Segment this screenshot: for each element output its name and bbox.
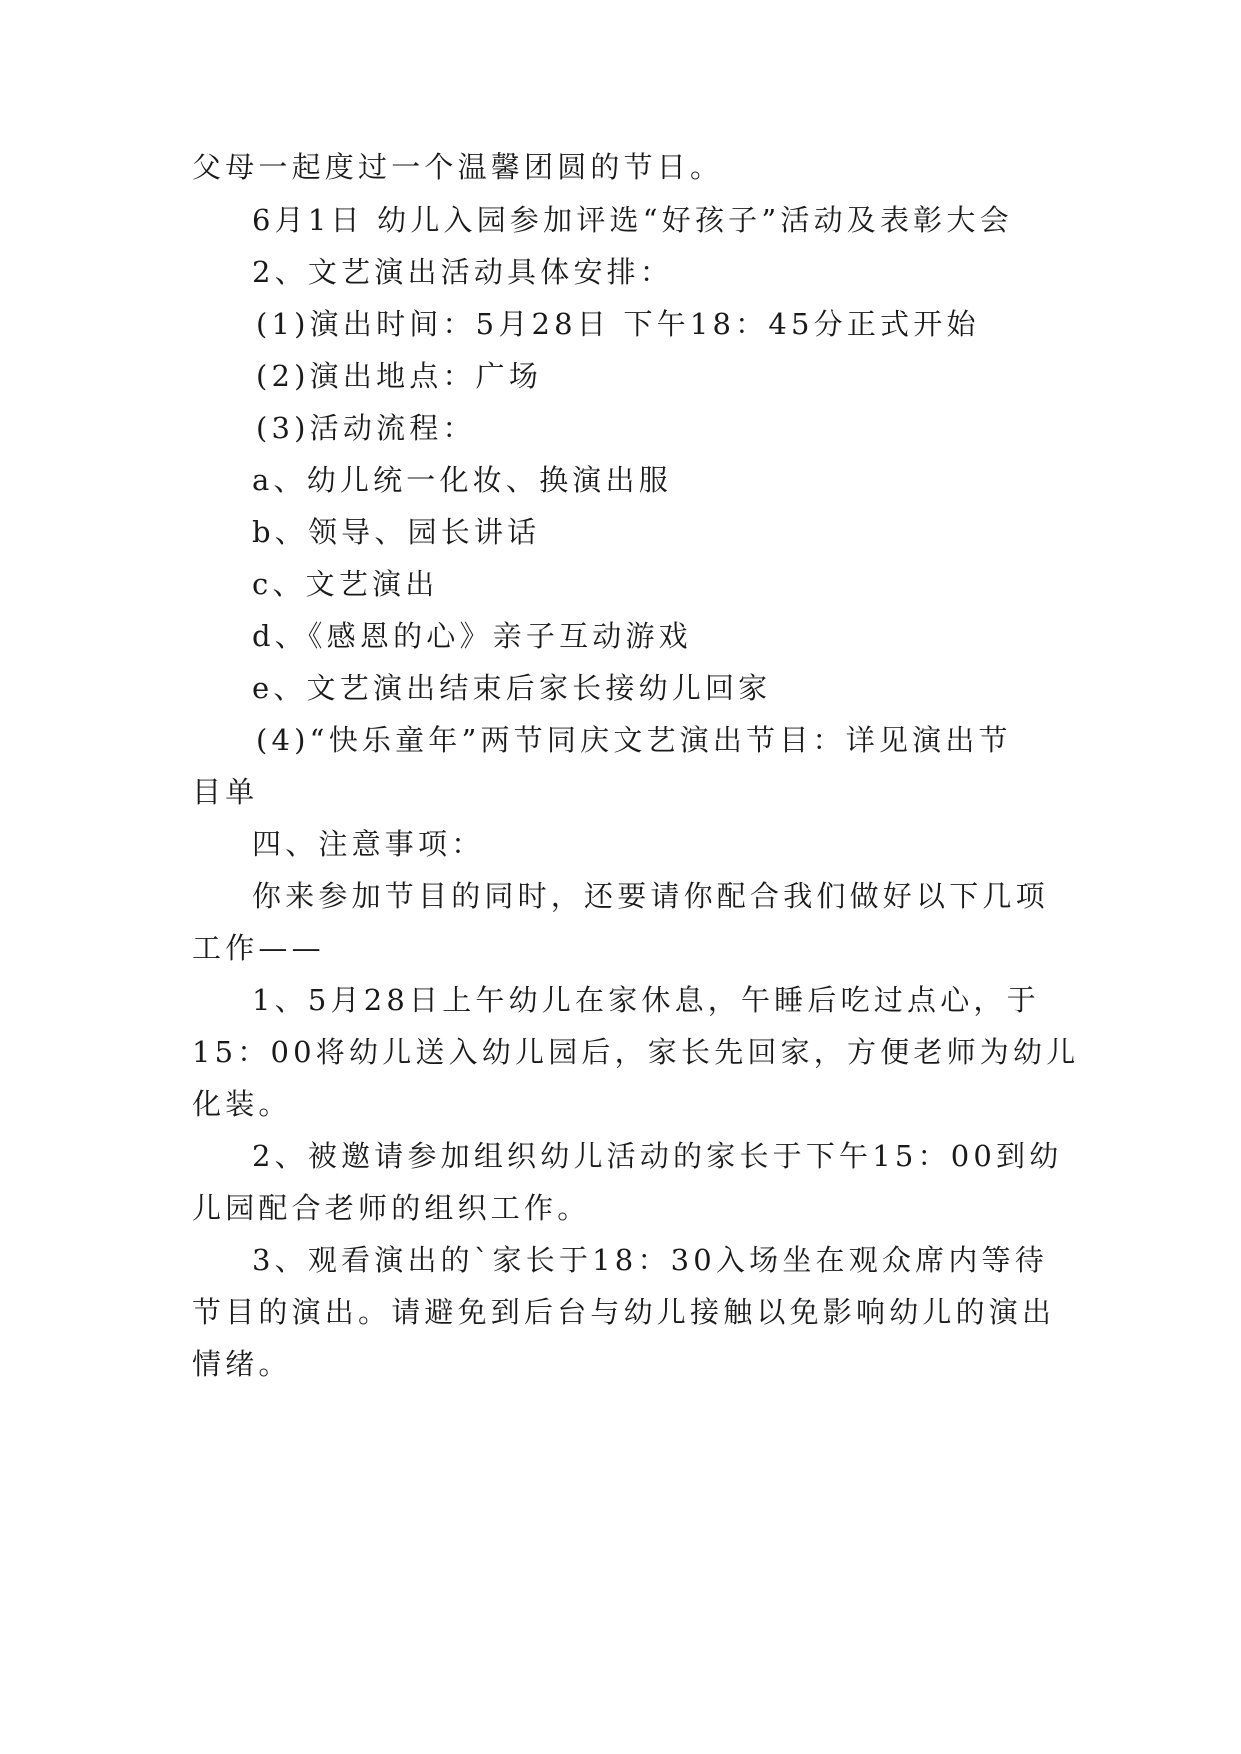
text-line: (2)演出地点：广场 xyxy=(256,359,543,393)
text-line: 儿园配合老师的组织工作。 xyxy=(192,1191,591,1225)
text-line: 2、被邀请参加组织幼儿活动的家长于下午15：00到幼 xyxy=(252,1139,1063,1173)
text-line: b、领导、园长讲话 xyxy=(252,515,541,549)
text-line: (3)活动流程： xyxy=(256,411,476,445)
text-line: e、文艺演出结束后家长接幼儿回家 xyxy=(252,671,772,705)
text-line: 2、文艺演出活动具体安排： xyxy=(252,255,674,289)
text-line: a、幼儿统一化妆、换演出服 xyxy=(252,463,672,497)
text-line: (1)演出时间：5月28日 下午18：45分正式开始 xyxy=(256,307,980,341)
text-line: 你来参加节目的同时，还要请你配合我们做好以下几项 xyxy=(252,879,1049,913)
text-line: 15：00将幼儿送入幼儿园后，家长先回家，方便老师为幼儿 xyxy=(192,1035,1080,1069)
text-line: 情绪。 xyxy=(192,1347,292,1381)
text-line: d、《感恩的心》亲子互动游戏 xyxy=(252,619,692,653)
text-line: 父母一起度过一个温馨团圆的节日。 xyxy=(192,150,724,184)
text-line: 6月1日 幼儿入园参加评选“好孩子”活动及表彰大会 xyxy=(252,203,1013,237)
text-line: 化装。 xyxy=(192,1087,292,1121)
text-line: 3、观看演出的`家长于18：30入场坐在观众席内等待 xyxy=(252,1243,1048,1277)
text-line: 1、5月28日上午幼儿在家休息，午睡后吃过点心，于 xyxy=(252,983,1040,1017)
text-line: (4)“快乐童年”两节同庆文艺演出节目：详见演出节 xyxy=(256,723,1012,757)
text-line: 目单 xyxy=(192,775,259,809)
text-line: 工作—— xyxy=(192,931,325,965)
section-heading: 四、注意事项： xyxy=(252,827,485,861)
text-line: 节目的演出。请避免到后台与幼儿接触以免影响幼儿的演出 xyxy=(192,1295,1056,1329)
text-line: c、文艺演出 xyxy=(252,567,439,601)
